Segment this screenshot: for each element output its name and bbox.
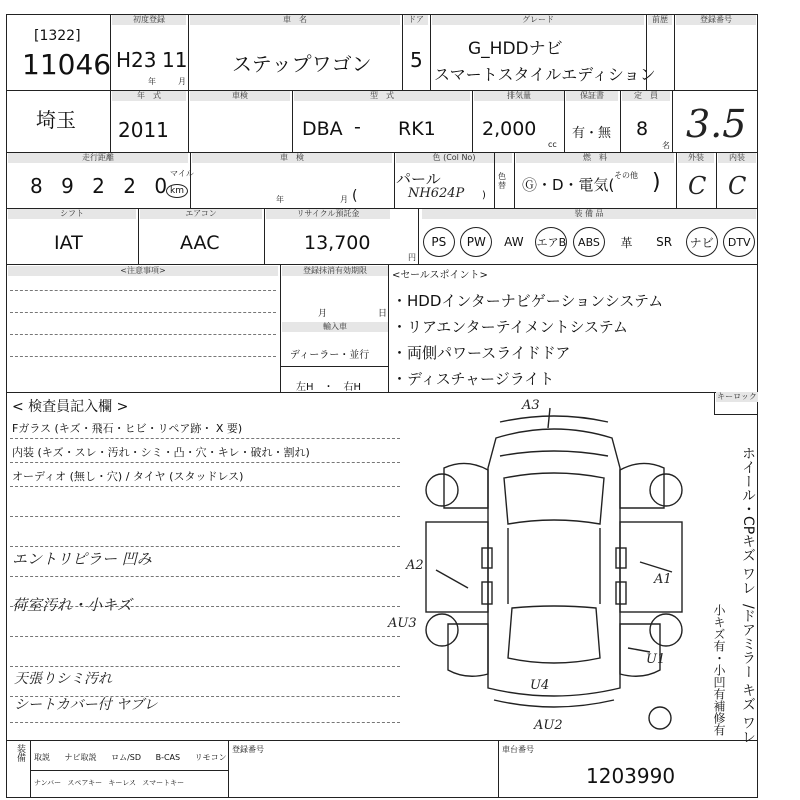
first-reg-month: 11 [162,48,188,72]
region: 埼玉 [36,108,76,132]
first-reg-era: H23 [116,48,157,72]
front-right-fender [620,463,664,508]
left-side-panel [426,522,488,612]
sales-point-4: ・ディスチャージライト [392,370,555,388]
model-year-header: 年 式 [112,91,186,101]
equipment-header: 装 備 品 [422,209,756,219]
warranty-header: 保証書 [566,91,618,101]
auction-sheet: 初度登録 車 名 ドア グレード 前歴 登録番号 [1322] 11046 H23 11 年 月 ステップワゴン 5 G_HDDナビ スマートスタイルエディション 年 式 車検 型 式 排気量 保証書 定 員 埼玉 2011 DBA - RK1 2,000 cc 有・無 8 名 3.5 走行距離 車 検 色 (Col No) 燃 料 外装 内装 8 9 2 2 0 マイル km 年 月 ( パール NH624P ) 色 替 Ⓖ・D・電気( その他 ) C C シフト エアコン リサイクル預託金 装 備 品 IAT AAC 13,700 円 PS PW AW エアB ABS 革 SR ナビ DTV <注意事項> 登録抹消有効期限 月 日 輸入車 ディーラー・並行 左H ・ 右H <セールスポイント> ・HDDインターナビゲーションシステム ・リアエンターテイメントシステム ・両側パワースライドドア ・ディスチャージライト < 検査員記入欄 > Fガラス (キズ・飛石・ヒビ・リペア跡・ X 要) 内装 (キズ・スレ・汚れ・シミ・凸・穴・キレ・破れ・割れ) オーディオ (無し・穴) / タイヤ (スタッドレス) エントリピラー 凹み 荷室汚れ・小キズ 天張りシミ汚れ シートカバー付 ヤブレ キーロック ホイール・CPキズ ワレ /ドアミラー キズ ワレ 小キズ有・小凹有 補修有 A3 A2 A1 AU3 U1 U4 AU2 装備 取説 ナビ取説 ロム/SD B-CAS リモコン ナンバー スペアキー キーレス スマートキー 登録番号 車台番号 1203990 [0,0,800,800]
left-handle [482,582,492,604]
spare-tire [649,707,671,729]
equipment-item [495,226,533,258]
mileage-unit-mile: マイル [170,169,194,178]
equipment-item [420,226,458,258]
rear-bumper [494,700,614,707]
model-dash: - [354,116,361,138]
equipment-label: AW [504,235,524,249]
footer-item-remote: リモコン [194,753,227,762]
footer-item-spare-key: スペアキー [67,779,103,787]
equipment-row [420,226,758,258]
fuel-other-label: その他 [614,171,638,180]
footer-item-keyless: キーレス [108,779,137,787]
damage-a3: A3 [522,398,540,413]
pointer-a2 [436,570,468,588]
footer-item-bcas: B-CAS [155,753,181,762]
right-side-panel [620,522,682,612]
int-header: 内装 [718,153,756,163]
equipment-item [720,226,758,258]
date-header: 車 検 [192,153,392,163]
reg-no-label: 登録番号 [232,745,264,754]
fuel-close: ) [652,170,661,195]
mileage-value: 8 9 2 2 0 [30,174,174,198]
displacement: 2,000 [482,118,537,140]
side-note-minor: 小キズ有・小凹有 [712,604,726,700]
equipment-item [645,226,683,258]
insp-month-unit: 月 [340,195,348,204]
grade-line1: G_HDDナビ [468,39,563,59]
note-headliner: 天張りシミ汚れ [14,671,112,687]
fuel-header: 燃 料 [516,153,674,163]
mileage-header: 走行距離 [8,153,188,163]
equipment-label: エアB [535,227,567,257]
footer-item-plate: ナンバー [34,779,62,787]
displacement-header: 排気量 [474,91,564,101]
import-header: 輸入車 [282,322,388,332]
sales-point-1: ・HDDインターナビゲーションシステム [392,292,664,310]
wheel-rear-left [426,614,458,646]
side-note-wheel: ホイール・CPキズ ワレ [740,446,756,595]
car-damage-diagram [404,398,704,738]
color-header: 色 (Col No) [396,153,512,163]
model-header: 型 式 [294,91,470,101]
interior-grade: C [728,172,747,200]
doors-value: 5 [410,48,423,72]
damage-au2: AU2 [534,718,563,733]
reg-expiry-header: 登録抹消有効期限 [282,266,388,276]
front-bumper [500,416,608,422]
side-note-repaired: 補修有 [712,700,726,736]
capacity-header: 定 員 [622,91,670,101]
wheel-front-left [426,474,458,506]
warranty-value: 有・無 [572,126,612,141]
owners-header: 登録番号 [676,15,756,25]
footer-item-manual: 取説 [34,753,50,762]
equipment-item [458,226,496,258]
exterior-grade: C [688,172,707,200]
damage-a1: A1 [654,572,672,587]
footer-side-label: 装備 [15,744,25,762]
doors-header: ドア [404,15,428,25]
windshield [504,473,604,524]
pointer-a1 [640,562,672,572]
damage-u1: U1 [646,652,666,667]
note-seat-cover: シートカバー付 ヤブレ [14,697,158,713]
wheel-front-right [650,474,682,506]
dealer-parallel: ディーラー・並行 [290,350,370,361]
hood-line [500,451,608,456]
model-prefix: DBA [302,118,343,140]
sales-point-2: ・リアエンターテイメントシステム [392,318,628,336]
notes-header: <注意事項> [8,266,278,276]
color-code: NH624P [408,186,465,201]
expiry-day: 日 [378,309,388,319]
sales-points-list [392,288,663,392]
capacity-value: 8 [636,118,649,140]
equipment-label: ABS [573,227,605,257]
inspection-header: 車検 [190,91,290,101]
fuel-value: Ⓖ・D・電気( [522,176,615,194]
side-note-mirror: /ドアミラー キズ ワレ [740,604,756,744]
equipment-label: 革 [620,235,633,250]
equipment-item [570,226,608,258]
car-name: ステップワゴン [232,52,372,76]
recycle-header: リサイクル預託金 [266,209,390,219]
lot-number: 11046 [22,48,112,81]
equipment-label: PS [423,227,455,257]
month-unit: 月 [178,77,186,86]
year-unit: 年 [148,77,156,86]
mileage-unit-km: km [166,184,188,198]
rear-window [508,606,600,663]
capacity-unit: 名 [662,141,670,150]
grade-header: グレード [432,15,644,25]
footer-row2 [34,778,184,788]
note-entry-pillar: エントリピラー 凹み [12,550,152,568]
insp-year-unit: 年 [276,195,284,204]
inspector-line-glass: Fガラス (キズ・飛石・ヒビ・リペア跡・ X 要) [12,422,243,435]
key-lock-header: キーロック [717,392,757,401]
ext-header: 外装 [678,153,714,163]
right-mirror [616,548,626,568]
sales-point-3: ・両側パワースライドドア [392,344,571,362]
inspector-line-audio: オーディオ (無し・穴) / タイヤ (スタッドレス) [12,470,244,483]
cc-unit: cc [548,140,557,149]
inspector-line-interior: 内装 (キズ・スレ・汚れ・シミ・凸・穴・キレ・破れ・割れ) [12,446,310,459]
shift-header: シフト [8,209,136,219]
footer-item-nav-manual: ナビ取説 [64,753,97,762]
roof-rails [508,528,600,604]
recycle-value: 13,700 [304,232,371,254]
equipment-item [683,226,721,258]
inspector-header: < 検査員記入欄 > [12,399,129,415]
shift-value: IAT [54,232,83,254]
pointer-a3 [548,408,550,428]
footer-item-smart-key: スマートキー [142,779,185,787]
model-code: RK1 [398,118,436,140]
history-header: 前歴 [648,15,672,25]
equipment-item [533,226,571,258]
aircon-header: エアコン [140,209,262,219]
yen-unit: 円 [408,253,416,262]
damage-u4: U4 [530,678,550,693]
footer-item-rom-sd: ロム/SD [111,753,142,762]
score: 3.5 [686,102,747,146]
grade-line2: スマートスタイルエディション [434,65,656,84]
car-name-header: 車 名 [190,15,400,25]
expiry-month: 月 [318,309,328,319]
right-handle [616,582,626,604]
footer-row1 [34,752,227,763]
note-cargo: 荷室汚れ・小キズ [12,596,132,614]
damage-a2: A2 [406,558,424,573]
equipment-label: DTV [723,227,755,257]
left-mirror [482,548,492,568]
sales-points-header: <セールスポイント> [392,270,488,281]
damage-au3: AU3 [388,616,417,631]
aircon-value: AAC [180,232,220,254]
wheel-rear-right [650,614,682,646]
front-left-fender [444,463,488,508]
chassis-label: 車台番号 [502,745,534,754]
equipment-label: ナビ [686,227,718,257]
model-year: 2011 [118,118,169,142]
color-name: パール [396,170,441,188]
steering-side: 左H ・ 右H [296,382,362,393]
rear-left-fender [448,624,488,676]
equipment-label: PW [460,227,492,257]
equipment-label: SR [656,235,673,249]
lot-code: [1322] [34,28,81,44]
equipment-item [608,226,646,258]
chassis-number: 1203990 [586,764,676,788]
first-reg-header: 初度登録 [112,15,186,25]
